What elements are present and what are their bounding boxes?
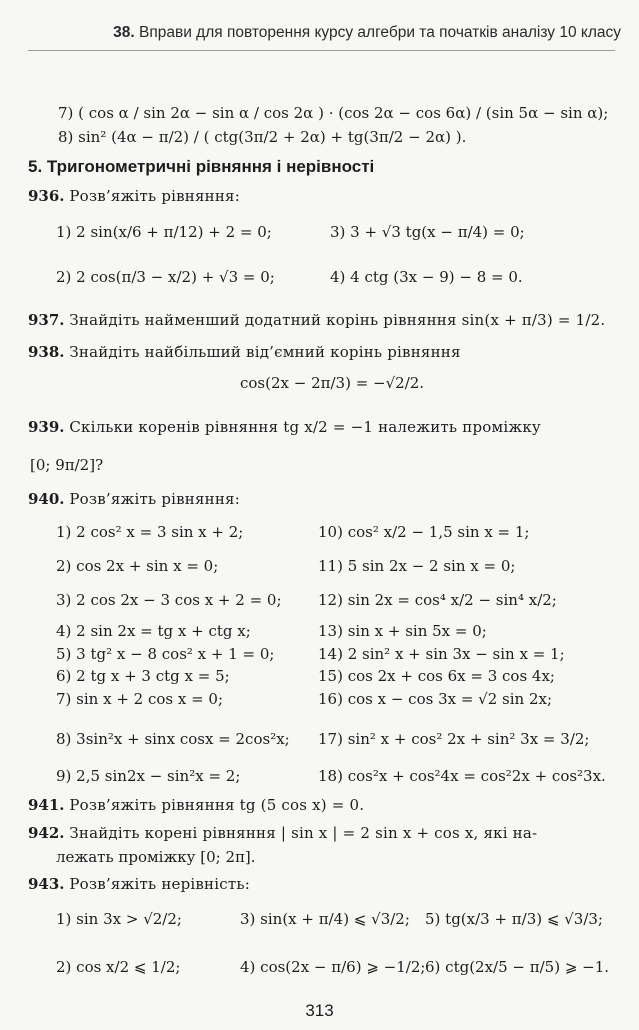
interval-939: [0; 9π/2]? bbox=[30, 456, 104, 474]
task-941 bbox=[28, 796, 364, 814]
task-text: Розв’яжіть рівняння: bbox=[69, 490, 240, 508]
task-942-continuation: лежать проміжку [0; 2π]. bbox=[56, 848, 256, 866]
ineq-943-2: 2) cos x/2 ⩽ 1/2; bbox=[56, 958, 181, 976]
chapter-number: 38. bbox=[113, 24, 135, 41]
eq-940-3: 3) 2 cos 2x − 3 cos x + 2 = 0; bbox=[56, 591, 282, 609]
eq-940-17: 17) sin² x + cos² 2x + sin² 3x = 3/2; bbox=[318, 730, 590, 748]
eq-940-11: 11) 5 sin 2x − 2 sin x = 0; bbox=[318, 557, 516, 575]
task-text: Знайдіть корені рівняння | sin x | = 2 sin x + cos x, які на- bbox=[69, 824, 538, 842]
task-number: 939. bbox=[28, 418, 65, 436]
eq-940-1: 1) 2 cos² x = 3 sin x + 2; bbox=[56, 523, 244, 541]
ineq-943-4: 4) cos(2x − π/6) ⩾ −1/2; bbox=[240, 958, 426, 976]
header-divider bbox=[28, 50, 615, 51]
eq-940-16: 16) cos x − cos 3x = √2 sin 2x; bbox=[318, 690, 553, 708]
task-text: Знайдіть найбільший від’ємний корінь рівняння bbox=[69, 343, 461, 361]
chapter-title: Вправи для повторення курсу алгебри та початків аналізу 10 класу bbox=[138, 24, 621, 41]
eq-938: cos(2x − 2π/3) = −√2/2. bbox=[240, 374, 425, 392]
eq-940-4: 4) 2 sin 2x = tg x + ctg x; bbox=[56, 622, 251, 640]
eq-940-7: 7) sin x + 2 cos x = 0; bbox=[56, 690, 224, 708]
ineq-943-1: 1) sin 3x > √2/2; bbox=[56, 910, 182, 928]
eq-936-1: 1) 2 sin(x/6 + π/12) + 2 = 0; bbox=[56, 223, 272, 241]
eq-940-12: 12) sin 2x = cos⁴ x/2 − sin⁴ x/2; bbox=[318, 591, 557, 609]
eq-936-2: 2) 2 cos(π/3 − x/2) + √3 = 0; bbox=[56, 268, 275, 286]
task-940 bbox=[28, 490, 240, 508]
task-939 bbox=[28, 418, 541, 436]
ineq-943-5: 5) tg(x/3 + π/3) ⩽ √3/3; bbox=[425, 910, 603, 928]
eq-940-14: 14) 2 sin² x + sin 3x − sin x = 1; bbox=[318, 645, 565, 663]
task-number: 942. bbox=[28, 824, 65, 842]
eq-940-10: 10) cos² x/2 − 1,5 sin x = 1; bbox=[318, 523, 530, 541]
eq-940-2: 2) cos 2x + sin x = 0; bbox=[56, 557, 219, 575]
eq-936-4: 4) 4 ctg (3x − 9) − 8 = 0. bbox=[330, 268, 523, 286]
task-number: 943. bbox=[28, 875, 65, 893]
eq-940-15: 15) cos 2x + cos 6x = 3 cos 4x; bbox=[318, 667, 555, 685]
task-943 bbox=[28, 875, 250, 893]
eq-940-5: 5) 3 tg² x − 8 cos² x + 1 = 0; bbox=[56, 645, 275, 663]
eq-940-6: 6) 2 tg x + 3 ctg x = 5; bbox=[56, 667, 230, 685]
eq-940-8: 8) 3sin²x + sinx cosx = 2cos²x; bbox=[56, 730, 290, 748]
ineq-943-3: 3) sin(x + π/4) ⩽ √3/2; bbox=[240, 910, 410, 928]
task-number: 940. bbox=[28, 490, 65, 508]
ineq-943-6: 6) ctg(2x/5 − π/5) ⩾ −1. bbox=[425, 958, 610, 976]
task-938 bbox=[28, 343, 461, 361]
task-text: Знайдіть найменший додатний корінь рівняння sin(x + π/3) = 1/2. bbox=[69, 311, 606, 329]
running-header bbox=[20, 24, 621, 42]
page-number: 313 bbox=[305, 1001, 334, 1020]
task-text: Скільки коренів рівняння tg x/2 = −1 належить проміжку bbox=[69, 418, 541, 436]
expr-8: 8) sin² (4α − π/2) / ( ctg(3π/2 + 2α) + tg(3π/2 − 2α) ). bbox=[58, 128, 467, 146]
task-number: 937. bbox=[28, 311, 65, 329]
task-937 bbox=[28, 311, 605, 329]
eq-940-13: 13) sin x + sin 5x = 0; bbox=[318, 622, 487, 640]
task-text: Розв’яжіть рівняння: bbox=[69, 187, 240, 205]
task-number: 941. bbox=[28, 796, 65, 814]
task-text: Розв’яжіть нерівність: bbox=[69, 875, 250, 893]
task-942 bbox=[28, 824, 537, 842]
eq-940-9: 9) 2,5 sin2x − sin²x = 2; bbox=[56, 767, 241, 785]
section-title: 5. Тригонометричні рівняння і нерівності bbox=[28, 157, 375, 176]
task-number: 938. bbox=[28, 343, 65, 361]
task-936 bbox=[28, 187, 240, 205]
task-number: 936. bbox=[28, 187, 65, 205]
eq-940-18: 18) cos²x + cos²4x = cos²2x + cos²3x. bbox=[318, 767, 606, 785]
task-text: Розв’яжіть рівняння tg (5 cos x) = 0. bbox=[69, 796, 365, 814]
eq-936-3: 3) 3 + √3 tg(x − π/4) = 0; bbox=[330, 223, 525, 241]
expr-7: 7) ( cos α / sin 2α − sin α / cos 2α ) · (cos 2α − cos 6α) / (sin 5α − sin α); bbox=[58, 104, 609, 122]
